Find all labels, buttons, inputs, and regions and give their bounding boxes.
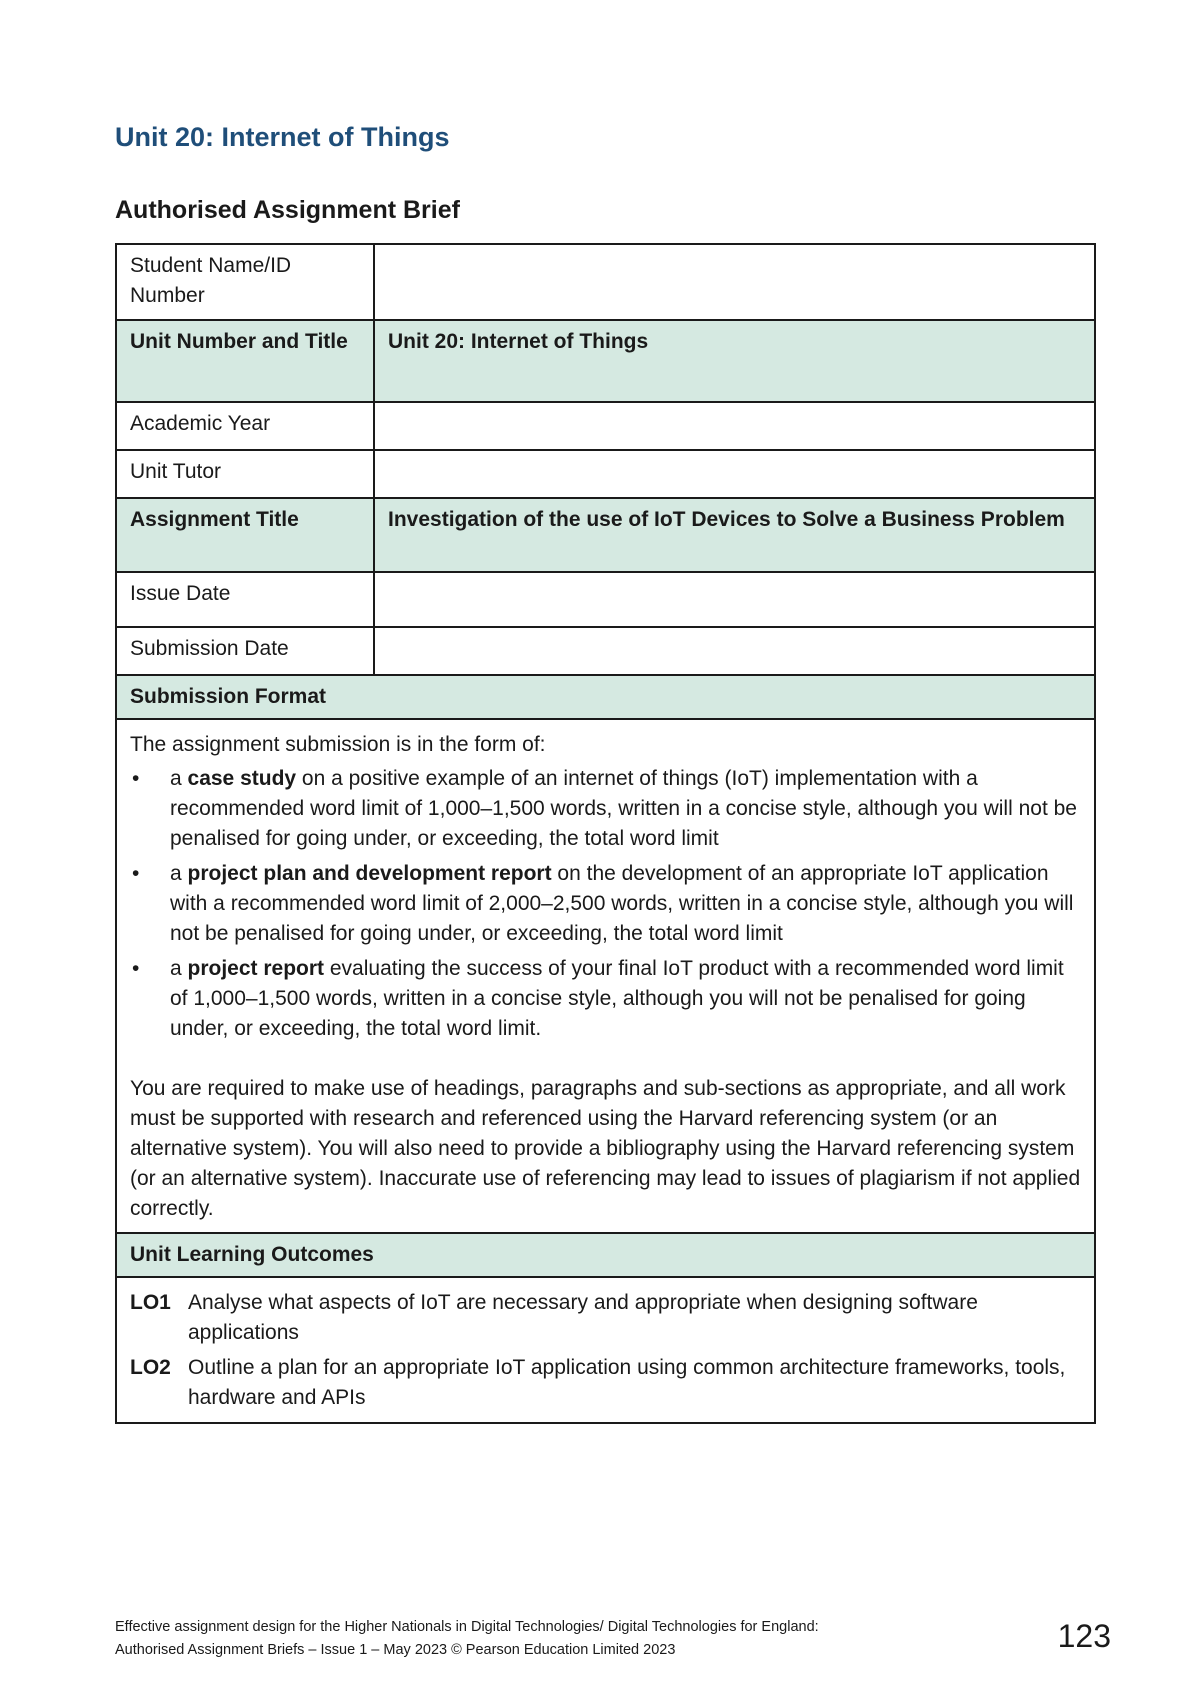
issue-value [374, 572, 1095, 627]
student-value [374, 244, 1095, 320]
outcomes-heading: Unit Learning Outcomes [116, 1233, 1095, 1277]
student-row [116, 244, 1095, 320]
format-list [130, 764, 1081, 1044]
assignment-value: Investigation of the use of IoT Devices to Solve a Business Problem [374, 498, 1095, 572]
learning-outcome [130, 1353, 1081, 1413]
lo-text: Outline a plan for an appropriate IoT application using common architecture frameworks, tools, hardware and APIs [188, 1356, 1066, 1409]
year-label: Academic Year [116, 402, 374, 450]
format-requirements: You are required to make use of headings, paragraphs and sub-sections as appropriate, and all work must be supported with research and referenced using the Harvard referencing system (or an alternative system). You will also need to provide a bibliography using the Harvard referencing system (or an alternative system). Inaccurate use of referencing may lead to issues of plagiarism if not applied correctly. [130, 1077, 1081, 1220]
submission-label: Submission Date [116, 627, 374, 675]
student-label: Student Name/ID Number [116, 244, 374, 320]
format-body [116, 719, 1095, 1233]
outcomes-body-row [116, 1277, 1095, 1423]
lo-text: Analyse what aspects of IoT are necessary and appropriate when designing software applications [188, 1291, 978, 1344]
unit-row [116, 320, 1095, 402]
brief-heading: Authorised Assignment Brief [115, 196, 460, 224]
footer [115, 1616, 819, 1662]
unit-value: Unit 20: Internet of Things [374, 320, 1095, 402]
tutor-label: Unit Tutor [116, 450, 374, 498]
footer-line-2: Authorised Assignment Briefs – Issue 1 – May 2023 © Pearson Education Limited 2023 [115, 1642, 676, 1658]
lo-code: LO2 [130, 1356, 171, 1379]
format-intro: The assignment submission is in the form of: [130, 733, 546, 756]
year-value [374, 402, 1095, 450]
format-item: • a project plan and development report on the development of an appropriate IoT application with a recommended word limit of 2,000–2,500 words, written in a concise style, although you will not be penalised for going under, or exceeding, the total word limit [130, 859, 1081, 949]
assignment-brief-table [115, 243, 1096, 1424]
tutor-row [116, 450, 1095, 498]
submission-row [116, 627, 1095, 675]
assignment-label: Assignment Title [116, 498, 374, 572]
format-heading-row [116, 675, 1095, 719]
lo-code: LO1 [130, 1291, 171, 1314]
page-number: 123 [1057, 1618, 1111, 1654]
issue-label: Issue Date [116, 572, 374, 627]
learning-outcome [130, 1288, 1081, 1348]
assignment-row [116, 498, 1095, 572]
unit-label: Unit Number and Title [116, 320, 374, 402]
format-body-row [116, 719, 1095, 1233]
outcomes-heading-row [116, 1233, 1095, 1277]
outcomes-body [116, 1277, 1095, 1423]
unit-heading: Unit 20: Internet of Things [115, 122, 450, 152]
format-item: • a case study on a positive example of an internet of things (IoT) implementation with a recommended word limit of 1,000–1,500 words, written in a concise style, although you will not be penalised for going under, or exceeding, the total word limit [130, 764, 1081, 854]
year-row [116, 402, 1095, 450]
format-item: • a project report evaluating the success of your final IoT product with a recommended word limit of 1,000–1,500 words, written in a concise style, although you will not be penalised for going under, or exceeding, the total word limit. [130, 954, 1081, 1044]
footer-line-1: Effective assignment design for the Higher Nationals in Digital Technologies/ Digital Technologies for England: [115, 1619, 819, 1635]
issue-row [116, 572, 1095, 627]
format-heading: Submission Format [116, 675, 1095, 719]
tutor-value [374, 450, 1095, 498]
submission-value [374, 627, 1095, 675]
